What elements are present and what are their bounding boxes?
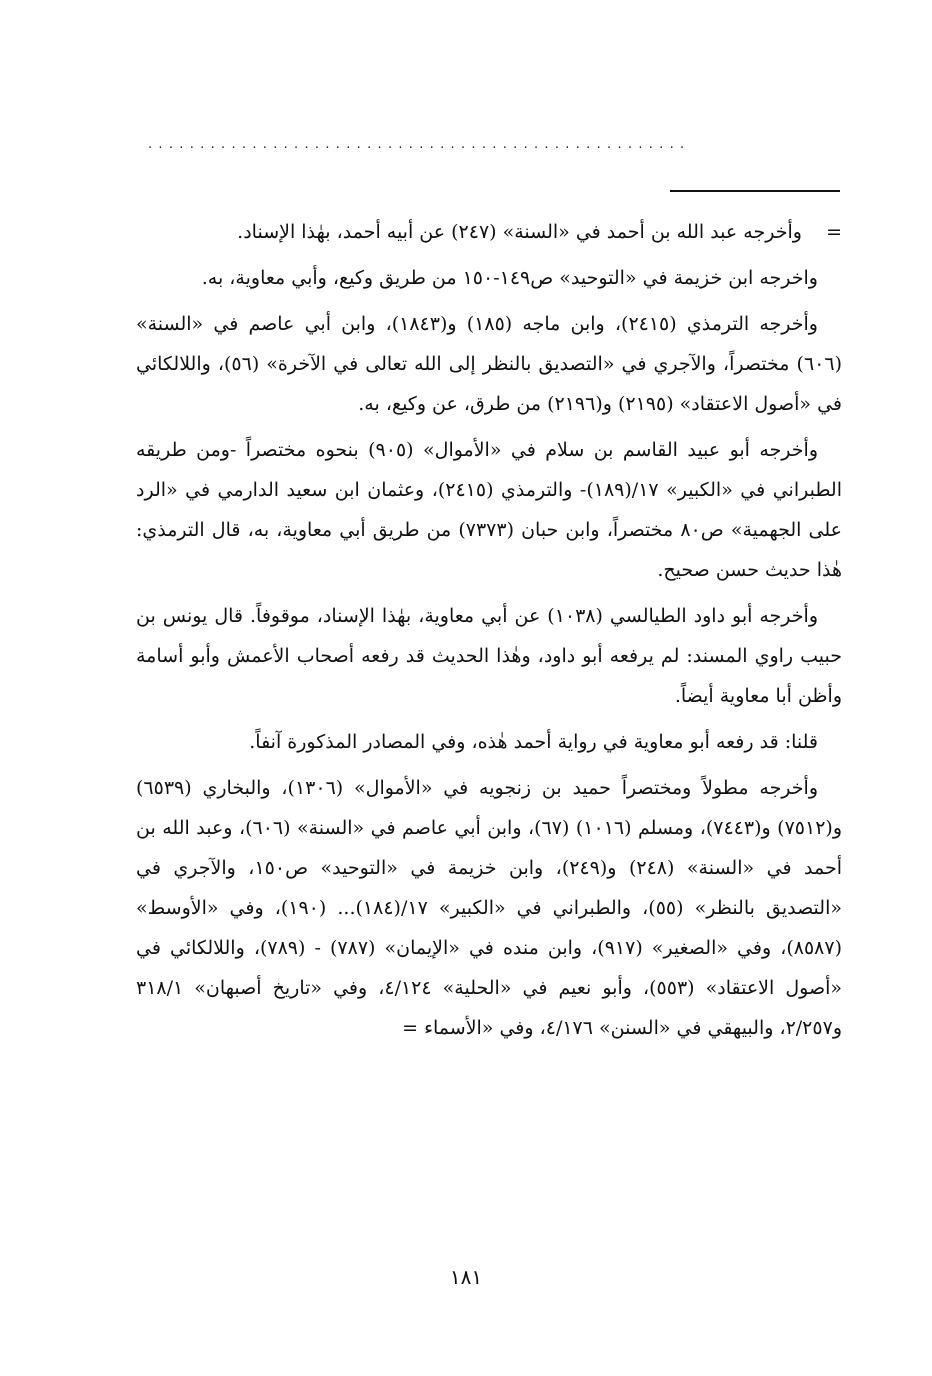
continuation-marker: =: [402, 1017, 419, 1039]
footnote-paragraph-7: وأخرجه مطولاً ومختصراً حميد بن زنجويه في «الأموال» (١٣٠٦)، والبخاري (٦٥٣٩) و(٧٥١٢) و(٧٤٤٣)، ومسلم (١٠١٦) (٦٧)، وابن أبي عاصم في «السنة» (٦٠٦)، وعبد الله بن أحمد في «السنة» (٢٤٨) و(٢٤٩)، وابن خزيمة في «التوحيد» ص١٥٠، والآجري في «التصديق بالنظر» (٥٥)، والطبراني في «الكبير» ١٧/(١٨٤)... (١٩٠)، وفي «الأوسط» (٨٥٨٧)، وفي «الصغير» (٩١٧)، وابن منده في «الإيمان» (٧٨٧) - (٧٨٩)، واللالكائي في «أصول الاعتقاد» (٥٥٣)، وأبو نعيم في «الحلية» ٤/١٢٤، وفي «تاريخ أصبهان» ٣١٨/١ و٢/٢٥٧، والبيهقي في «السنن» ٤/١٧٦، وفي «الأسماء =: [136, 777, 843, 1039]
footnote-paragraph-2: واخرجه ابن خزيمة في «التوحيد» ص١٤٩-١٥٠ من طريق وكيع، وأبي معاوية، به.: [201, 267, 818, 289]
footnote-paragraph-1: = وأخرجه عبد الله بن أحمد في «السنة» (٢٤٧) عن أبيه أحمد، بهٰذا الإسناد.: [237, 221, 842, 243]
page-number: ١٨١: [449, 1265, 483, 1289]
continuation-marker: =: [826, 221, 842, 243]
footnote-paragraph-3: وأخرجه الترمذي (٢٤١٥)، وابن ماجه (١٨٥) و(١٨٤٣)، وابن أبي عاصم في «السنة» (٦٠٦) مختصراً، والآجري في «التصديق بالنظر إلى الله تعالى في الآخرة» (٥٦)، واللالكائي في «أصول الاعتقاد» (٢١٩٥) و(٢١٩٦) من طرق، عن وكيع، به.: [136, 313, 842, 415]
separator-dots: ....................................................: [148, 138, 691, 152]
footnote-paragraph-5: وأخرجه أبو داود الطيالسي (١٠٣٨) عن أبي معاوية، بهٰذا الإسناد، موقوفاً. قال يونس بن حبيب راوي المسند: لم يرفعه أبو داود، وهٰذا الحديث قد رفعه أصحاب الأعمش وأبو أسامة وأظن أبا معاوية أيضاً.: [136, 605, 842, 707]
footnote-block: [136, 212, 842, 1048]
footnote-paragraph-6: قلنا: قد رفعه أبو معاوية في رواية أحمد هٰذه، وفي المصادر المذكورة آنفاً.: [249, 731, 818, 753]
footnote-rule: [670, 190, 840, 192]
footnote-paragraph-4: وأخرجه أبو عبيد القاسم بن سلام في «الأموال» (٩٠٥) بنحوه مختصراً -ومن طريقه الطبراني في «الكبير» ١٧/(١٨٩)- والترمذي (٢٤١٥)، وعثمان ابن سعيد الدارمي في «الرد على الجهمية» ص٨٠ مختصراً، وابن حبان (٧٣٧٣) من طريق أبي معاوية، به، قال الترمذي: هٰذا حديث حسن صحيح.: [136, 439, 843, 581]
